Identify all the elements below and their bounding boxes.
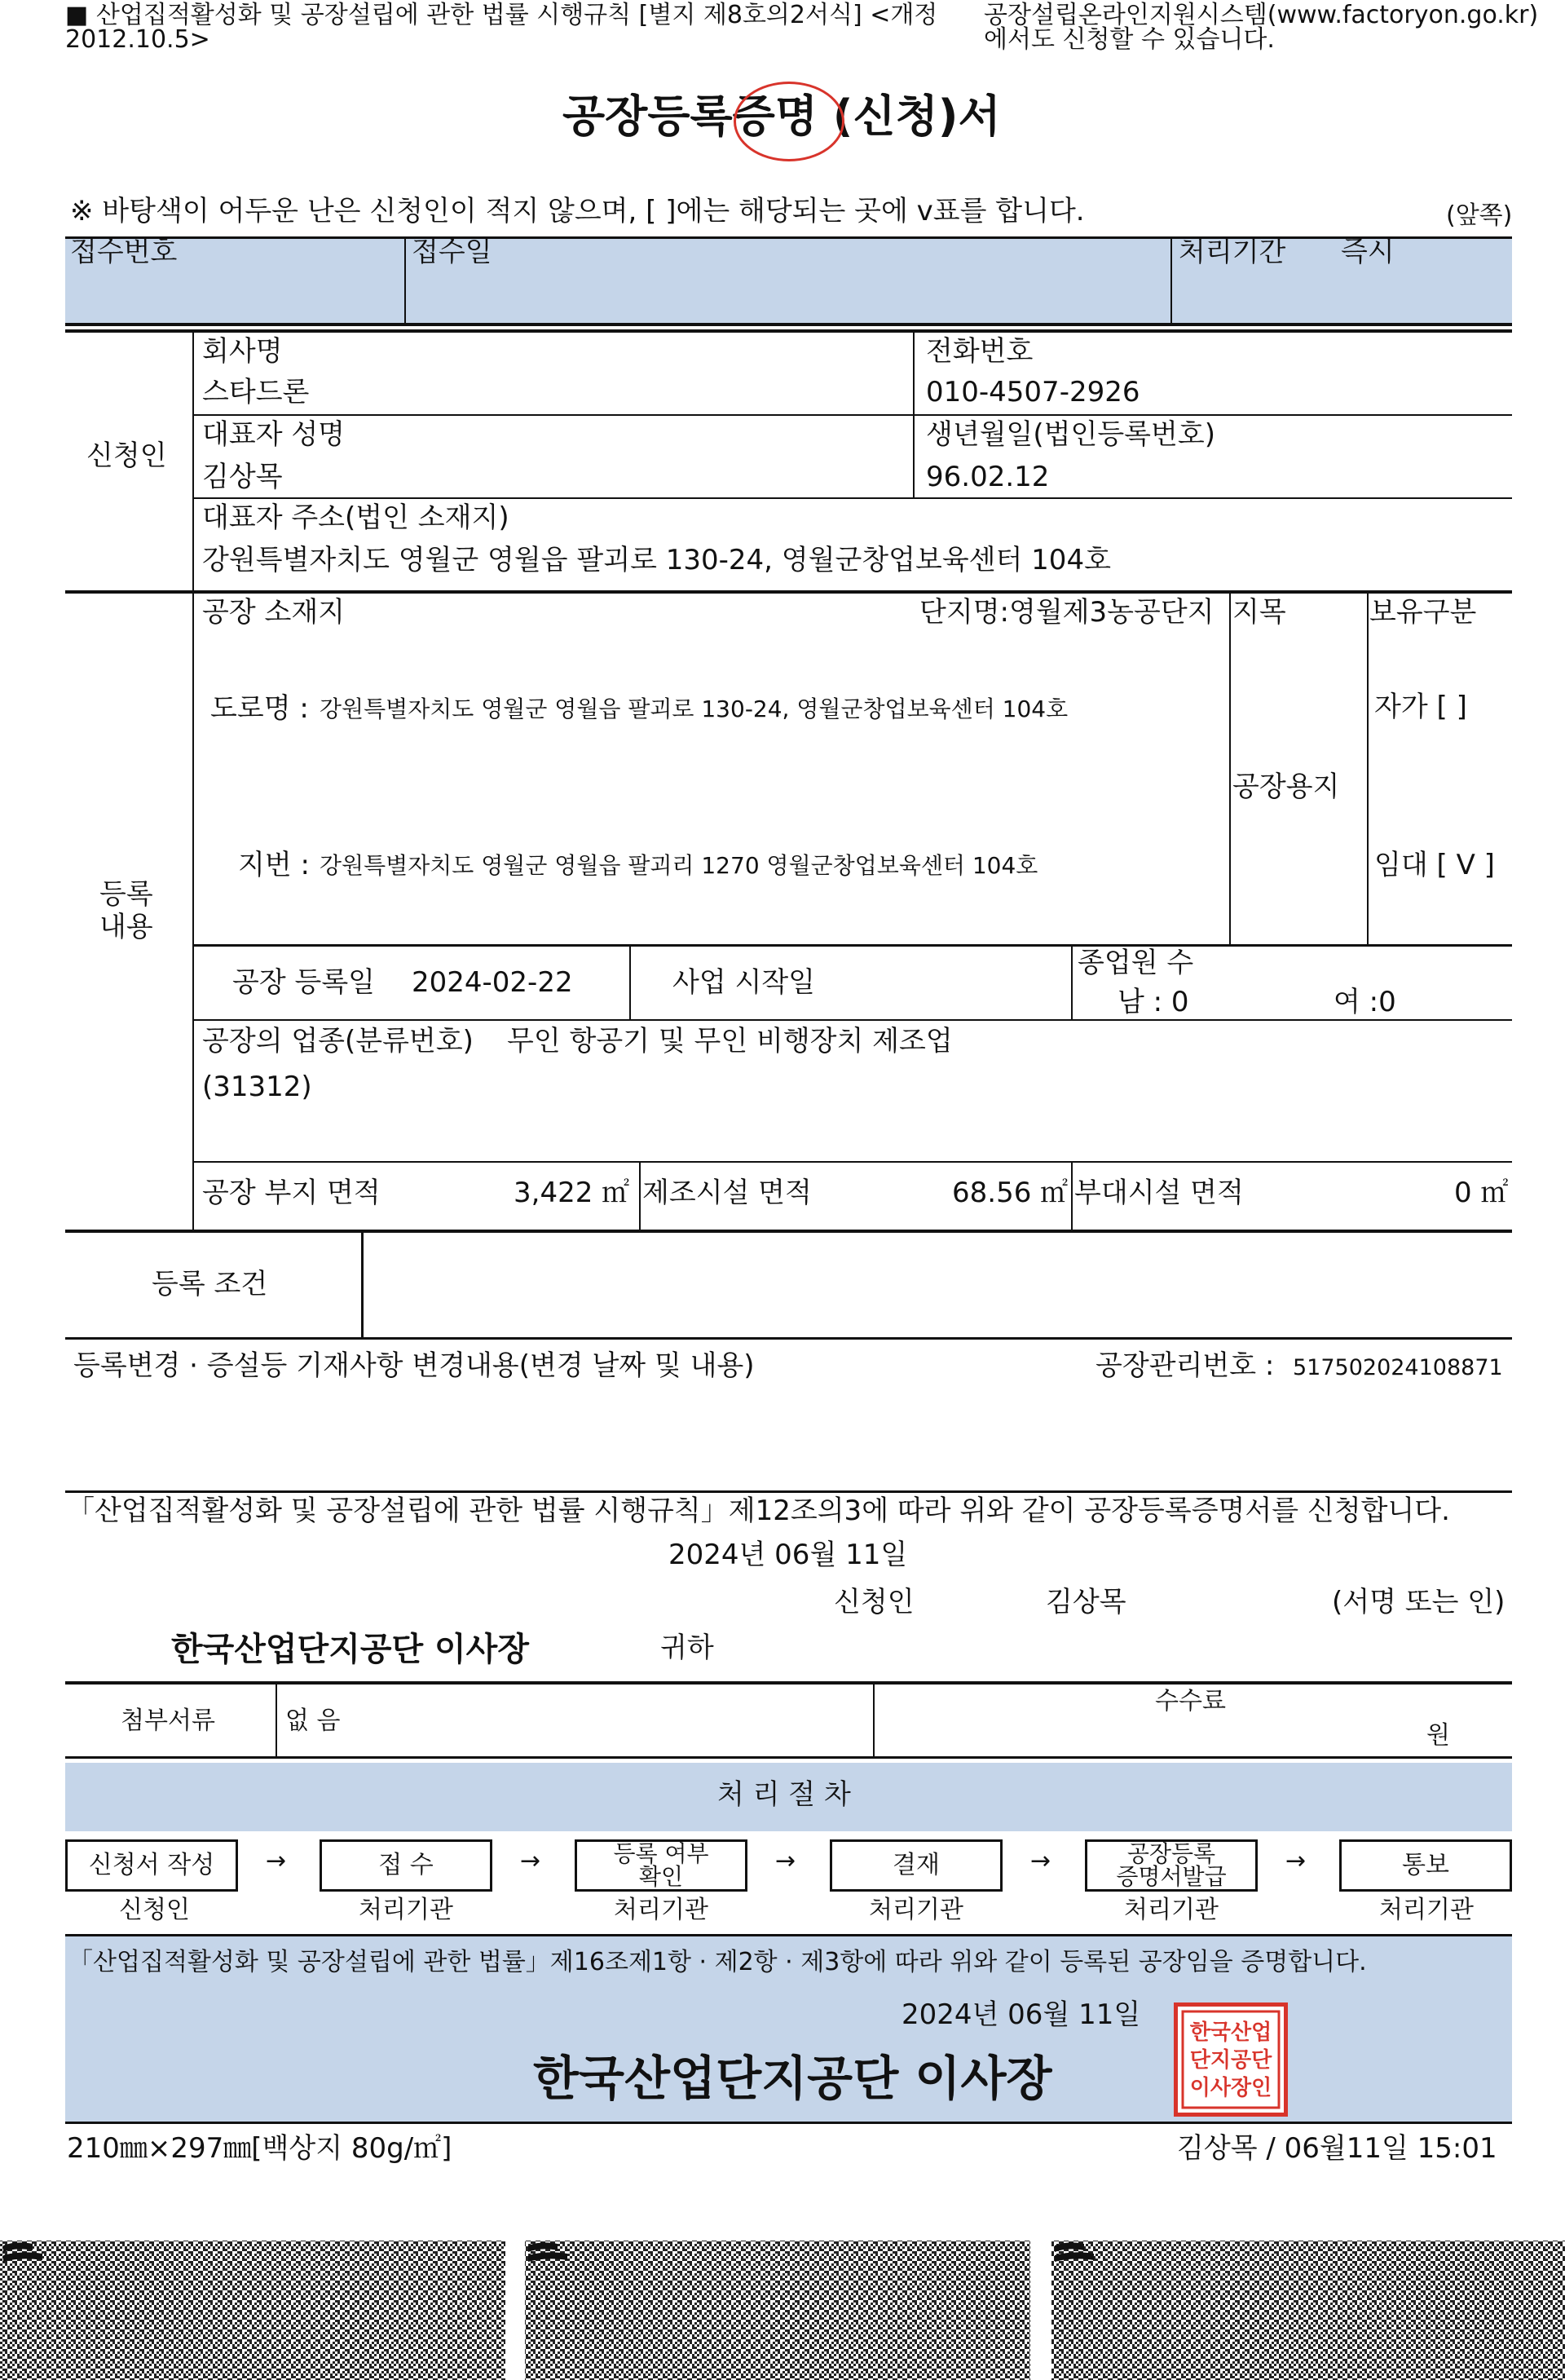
ownership-label: 보유구분 (1369, 596, 1477, 629)
attachments-divider-1 (276, 1683, 277, 1756)
procedure-actor-3: 처리기관 (614, 1896, 708, 1924)
employees-male: 남 : 0 (1118, 986, 1189, 1018)
declaration-text: 「산업집적활성화 및 공장설립에 관한 법률 시행규칙」제12조의3에 따라 위와 같이 공장등록증명서를 신청합니다. (67, 1495, 1450, 1527)
regulation-line-1: ■ 산업집적활성화 및 공장설립에 관한 법률 시행규칙 [별지 제8호의2서식] <개정 (65, 1, 938, 29)
title-part-2: 증명 (732, 91, 818, 142)
title-highlight-circle (734, 82, 844, 161)
site-area-value: 3,422 ㎡ (514, 1177, 630, 1209)
online-system-line-1: 공장설립온라인지원시스템(www.factoryon.go.kr) (984, 1, 1539, 29)
attachments-bottom-border (65, 1756, 1512, 1759)
procedure-step-2 (320, 1839, 492, 1892)
area-divider-2 (1071, 1163, 1073, 1230)
procedure-step-3-label-1: 등록 여부 (613, 1840, 709, 1867)
procedure-arrow-3: → (775, 1847, 796, 1875)
receipt-divider-2 (1170, 238, 1172, 323)
business-start-label: 사업 시작일 (672, 966, 816, 999)
fee-label: 수수료 (1155, 1687, 1226, 1715)
procedure-step-4 (830, 1839, 1003, 1892)
applicant-signature-name: 김상목 (1046, 1586, 1126, 1618)
conditions-top-border (65, 1230, 1512, 1233)
barcode-1 (0, 2241, 505, 2380)
land-category-value: 공장용지 (1232, 771, 1340, 803)
registration-row-line-2 (192, 1019, 1512, 1021)
land-col-divider (1229, 592, 1231, 946)
recipient-honorific: 귀하 (660, 1632, 714, 1664)
recipient-name: 한국산업단지공단 이사장 (171, 1631, 529, 1668)
certification-text: 「산업집적활성화 및 공장설립에 관한 법률」제16조제1항 · 제2항 · 제3항에 따라 위와 같이 등록된 공장임을 증명합니다. (68, 1948, 1367, 1976)
procedure-actor-6: 처리기관 (1379, 1896, 1474, 1924)
receipt-row-bg (65, 238, 1512, 324)
management-number-value: 517502024108871 (1293, 1355, 1503, 1380)
ownership-self: 자가 [ ] (1374, 691, 1467, 723)
seal-text-line-3: 이사장인 (1189, 2076, 1272, 2100)
industry-label: 공장의 업종(분류번호) (202, 1025, 474, 1058)
signature-instruction: (서명 또는 인) (1332, 1586, 1505, 1618)
reg-date-divider (629, 946, 631, 1021)
seal-pattern (1178, 2007, 1284, 2113)
applicant-label-divider (192, 331, 194, 590)
registration-label-divider (192, 592, 194, 1230)
paper-spec: 210㎜×297㎜[백상지 80g/㎡] (67, 2132, 452, 2165)
auxiliary-area-label: 부대시설 면적 (1074, 1177, 1244, 1209)
manufacturing-area-label: 제조시설 면적 (642, 1177, 812, 1209)
employees-female: 여 :0 (1334, 986, 1396, 1018)
procedure-step-5-label-1: 공장등록 (1126, 1840, 1216, 1867)
birth-value: 96.02.12 (926, 461, 1050, 493)
representative-value: 김상목 (202, 461, 283, 493)
land-category-label: 지목 (1232, 596, 1286, 629)
employees-label: 종업원 수 (1078, 947, 1194, 979)
road-address-value: 강원특별자치도 영월군 영월읍 팔괴로 130-24, 영월군창업보육센터 104호 (320, 695, 1069, 722)
address-value: 강원특별자치도 영월군 영월읍 팔괴로 130-24, 영월군창업보육센터 104호 (202, 544, 1111, 576)
attachments-label: 첨부서류 (121, 1707, 215, 1735)
procedure-arrow-5: → (1285, 1847, 1307, 1875)
declaration-date: 2024년 06월 11일 (668, 1539, 908, 1571)
procedure-step-1 (65, 1839, 238, 1892)
print-info: 김상목 / 06월11일 15:01 (1177, 2132, 1497, 2165)
title-part-1: 공장등록 (562, 91, 733, 142)
official-seal (1174, 2002, 1288, 2117)
company-name-value: 스타드론 (202, 376, 310, 408)
lot-address-label: 지번 : (238, 849, 310, 881)
procedure-step-2-label: 접 수 (378, 1851, 434, 1879)
fee-unit: 원 (1426, 1721, 1450, 1750)
applicant-top-border (65, 329, 1512, 333)
applicant-row-line-1 (192, 414, 1512, 416)
area-divider-1 (639, 1163, 641, 1230)
phone-label: 전화번호 (926, 335, 1034, 368)
registration-row-line-3 (192, 1161, 1512, 1163)
management-number-label: 공장관리번호 : (1096, 1349, 1275, 1382)
issuer-name: 한국산업단지공단 이사장 (533, 2051, 1052, 2106)
manufacturing-area-value: 68.56 ㎡ (952, 1177, 1069, 1209)
certification-date: 2024년 06월 11일 (902, 1998, 1141, 2031)
complex-name-label: 단지명:영월제3농공단지 (919, 596, 1215, 629)
conditions-divider (361, 1233, 364, 1339)
registration-row-line-1 (192, 944, 1512, 947)
road-address-label: 도로명 : (210, 692, 309, 725)
own-col-divider (1367, 592, 1369, 946)
birth-label: 생년월일(법인등록번호) (926, 418, 1215, 451)
representative-label: 대표자 성명 (202, 418, 346, 451)
receipt-top-border (65, 236, 1512, 239)
procedure-step-6 (1339, 1839, 1512, 1892)
applicant-section-label: 신청인 (86, 439, 167, 472)
barcode-2 (525, 2241, 1030, 2380)
procedure-actor-1: 신청인 (119, 1896, 190, 1924)
processing-period-value: 즉시 (1341, 236, 1395, 268)
registration-top-border (65, 590, 1512, 594)
industry-code: (31312) (202, 1071, 312, 1103)
site-area-label: 공장 부지 면적 (202, 1177, 381, 1209)
phone-value: 010-4507-2926 (926, 376, 1140, 408)
document-barcodes (0, 2234, 1565, 2380)
attachments-divider-2 (873, 1683, 875, 1756)
procedure-step-1-label: 신청서 작성 (88, 1851, 215, 1879)
procedure-arrow-1: → (266, 1847, 287, 1875)
procedure-step-4-label: 결재 (893, 1851, 940, 1879)
receipt-bottom-border (65, 323, 1512, 326)
registration-section-label-1: 등록 (99, 878, 153, 911)
procedure-step-3 (575, 1839, 747, 1892)
procedure-arrow-2: → (520, 1847, 541, 1875)
processing-period-label: 처리기간 (1179, 236, 1286, 268)
employees-divider (1071, 946, 1073, 1021)
industry-value: 무인 항공기 및 무인 비행장치 제조업 (507, 1025, 953, 1058)
factory-location-label: 공장 소재지 (202, 596, 346, 629)
receipt-date-label: 접수일 (412, 236, 492, 268)
receipt-number-label: 접수번호 (70, 236, 178, 268)
procedure-step-6-label: 통보 (1402, 1851, 1449, 1879)
declaration-top-border (65, 1490, 1512, 1493)
lot-address-value: 강원특별자치도 영월군 영월읍 팔괴리 1270 영월군창업보육센터 104호 (320, 852, 1038, 879)
procedure-actor-2: 처리기관 (359, 1896, 453, 1924)
procedure-arrow-4: → (1030, 1847, 1051, 1875)
procedure-step-5 (1085, 1839, 1258, 1892)
procedure-title: 처 리 절 차 (717, 1778, 851, 1811)
procedure-step-3-label-2: 확인 (638, 1863, 684, 1890)
title-part-3: (신청)서 (832, 91, 1001, 142)
procedure-actor-5: 처리기관 (1124, 1896, 1219, 1924)
address-label: 대표자 주소(법인 소재지) (202, 501, 509, 534)
certification-bottom-border (65, 2122, 1512, 2124)
ownership-rent: 임대 [ V ] (1374, 849, 1495, 881)
certification-top-border (65, 1934, 1512, 1936)
procedure-actor-4: 처리기관 (869, 1896, 963, 1924)
change-record-label: 등록변경 · 증설등 기재사항 변경내용(변경 날짜 및 내용) (73, 1349, 755, 1382)
conditions-label: 등록 조건 (152, 1268, 268, 1300)
registration-date-label: 공장 등록일 (232, 966, 376, 999)
receipt-divider-1 (404, 238, 406, 323)
seal-text-line-1: 한국산업 (1189, 2020, 1272, 2045)
registration-date-value: 2024-02-22 (412, 966, 573, 999)
notice-text: ※ 바탕색이 어두운 난은 신청인이 적지 않으며, [ ]에는 해당되는 곳에 v표를 합니다. (70, 195, 1085, 227)
company-name-label: 회사명 (202, 335, 283, 368)
regulation-line-2: 2012.10.5> (65, 25, 210, 54)
registration-section-label-2: 내용 (99, 911, 153, 943)
page-side: (앞쪽) (1446, 201, 1513, 230)
attachments-top-border (65, 1681, 1512, 1685)
barcode-3 (1051, 2241, 1565, 2380)
procedure-step-5-label-2: 증명서발급 (1116, 1863, 1227, 1890)
applicant-signature-label: 신청인 (834, 1586, 915, 1618)
applicant-row-line-2 (192, 497, 1512, 499)
seal-text-line-2: 단지공단 (1189, 2048, 1272, 2073)
online-system-line-2: 에서도 신청할 수 있습니다. (984, 25, 1275, 54)
auxiliary-area-value: 0 ㎡ (1454, 1177, 1509, 1209)
conditions-bottom-border (65, 1337, 1512, 1340)
attachments-value: 없 음 (285, 1707, 341, 1735)
